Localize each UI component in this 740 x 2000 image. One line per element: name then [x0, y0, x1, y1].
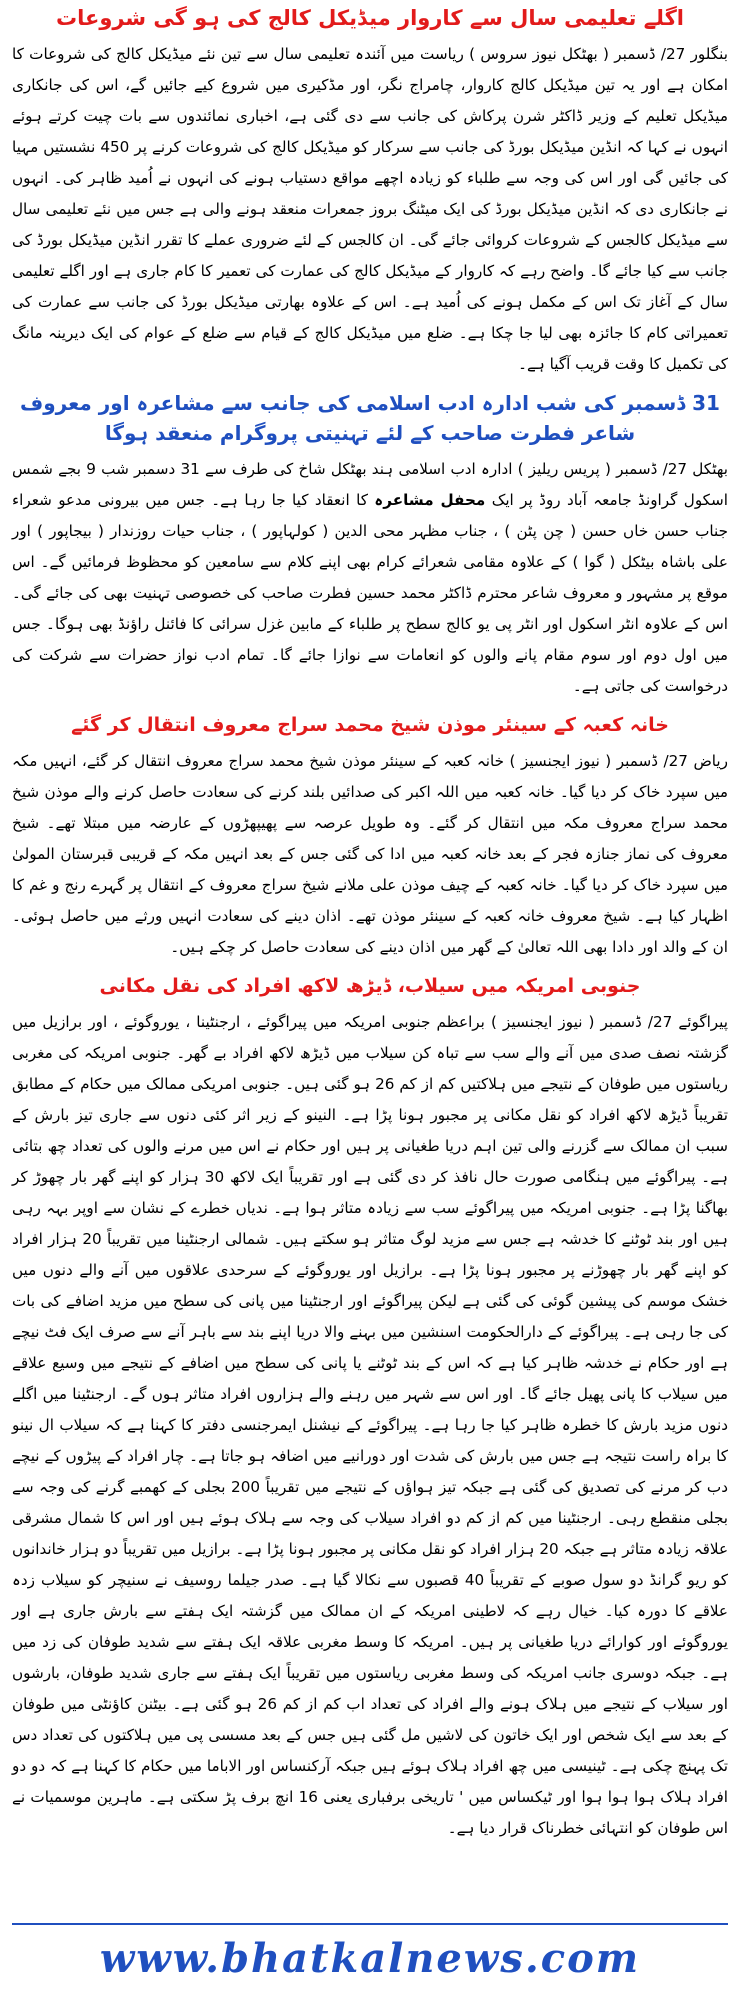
site-url-link[interactable]: www.bhatkalnews.com	[99, 1935, 641, 1982]
article4-headline: جنوبی امریکہ میں سیلاب، ڈیڑھ لاکھ افراد کی نقل مکانی	[99, 974, 641, 997]
article2-body-rest: کا انعقاد کیا جا رہا ہے۔ جس میں بیرونی مدعو شعراء جناب حسن خاں حسن ( چن پٹن ) ، جناب مظہر محی الدین ( کولہاپور ) ، جناب حیات روزندار ( بیجاپور ) اور علی باشاہ بیٹکل ( گوا ) کے علاوہ مقامی شعرائے کرام بھی اپنے کلام سے سامعین کو محظوظ فرمائیں گے۔ اس موقع پر مشہور و معروف شاعر محترم ڈاکٹر محمد حسین فطرت صاحب کی خصوصی تہنیت بھی کی جائے گی۔ اس کے علاوہ انٹر اسکول اور انٹر پی یو کالج سطح پر طلباء کے مابین غزل سرائی کا فائنل راؤنڈ بھی ہوگا۔ جس میں اول دوم اور سوم مقام پانے والوں کو انعامات سے نوازا جائے گا۔ تمام ادب نواز حضرات سے شرکت کی درخواست کی جاتی ہے۔	[12, 491, 728, 695]
article1-headline: اگلے تعلیمی سال سے کاروار میڈیکل کالج کی ہو گی شروعات	[55, 6, 684, 30]
article2-body	[12, 454, 728, 702]
article4-body: پیراگوئے 27/ ڈسمبر ( نیوز ایجنسیز ) براعظم جنوبی امریکہ میں پیراگوئے ، ارجنٹینا ، یوروگوئے ، اور برازیل میں گزشتہ نصف صدی میں آنے والے سب سے تباہ کن سیلاب میں ڈیڑھ لاکھ افراد بے گھر۔ جنوبی امریکہ کی مغربی ریاستوں میں طوفان کے نتیجے میں ہلاکتیں کم از کم 26 ہو گئی ہیں۔ جنوبی امریکی ممالک میں حکام کے مطابق تقریباً ڈیڑھ لاکھ افراد کو نقل مکانی پر مجبور ہونا پڑا ہے۔ النینو کے زیر اثر کئی دنوں سے جاری تیز بارش کے سبب ان ممالک سے گزرنے والی تین اہم دریا طغیانی پر ہیں اور حکام نے اس میں مرنے والوں کی تعداد چھ بتائی ہے۔ پیراگوئے میں ہنگامی صورت حال نافذ کر دی گئی ہے اور تقریباً ایک لاکھ 30 ہزار کو اپنے گھر بار چھوڑ کر بھاگنا پڑا ہے۔ جنوبی امریکہ میں پیراگوئے سب سے زیادہ متاثر ہوا ہے۔ ندیاں خطرے کے نشان سے اوپر بہہ رہی ہیں اور بند ٹوٹنے کا خدشہ ہے جس سے مزید لوگ متاثر ہو سکتے ہیں۔ شمالی ارجنٹینا میں تقریباً 20 ہزار افراد کو اپنے گھر بار چھوڑنے پر مجبور ہونا پڑا ہے۔ برازیل اور یوروگوئے کے سرحدی علاقوں میں آنے والے دنوں میں خشک موسم کی پیشین گوئی کی گئی ہے لیکن پیراگوئے اور ارجنٹینا میں پانی کی سطح میں مزید اضافے کی بات کی جا رہی ہے۔ پیراگوئے کے دارالحکومت اسنشین میں بہنے والا دریا اپنے بند سے باہر آنے سے صرف ایک فٹ نیچے ہے اور حکام نے خدشہ ظاہر کیا ہے کہ اس کے بند ٹوٹنے یا پانی کی سطح میں اضافے کے نتیجے میں وسیع علاقے میں سیلاب کا پانی پھیل جائے گا۔ اور اس سے شہر میں رہنے والے ہزاروں افراد متاثر ہوں گے۔ ارجنٹینا میں اگلے دنوں مزید بارش کا خطرہ ظاہر کیا جا رہا ہے۔ پیراگوئے کے نیشنل ایمرجنسی دفتر کا کہنا ہے کہ سیلاب ال نینو کا براہ راست نتیجہ ہے جس میں بارش کی شدت اور دورانیے میں اضافہ ہو جاتا ہے۔ چار افراد کے پیڑوں کے نیچے دب کر مرنے کی تصدیق کی گئی ہے جبکہ تیز ہواؤں کے نتیجے میں تقریباً 200 بجلی کے کھمبے گرنے کی وجہ سے بجلی منقطع رہی۔ ارجنٹینا میں کم از کم دو افراد سیلاب کی وجہ سے ہلاک ہوئے ہیں اور اس کا شمال مشرقی علاقہ زیادہ متاثر ہے جبکہ 20 ہزار افراد کو نقل مکانی پر مجبور ہونا پڑا ہے۔ برازیل میں تقریباً دو ہزار خاندانوں کو ریو گرانڈ دو سول صوبے کے تقریباً 40 قصبوں سے نکالا گیا ہے۔ صدر جیلما روسیف نے سنیچر کو سیلاب زدہ علاقے کا دورہ کیا۔ خیال رہے کہ لاطینی امریکہ کے ان ممالک میں گزشتہ ایک ہفتے سے بارش جاری ہے اور یوروگوئے اور کوارائے دریا طغیانی پر ہیں۔ امریکہ کا وسط مغربی علاقہ ایک ہفتے سے شدید طوفان کی زد میں ہے۔ جبکہ دوسری جانب امریکہ کی وسط مغربی ریاستوں میں تقریباً ایک ہفتے سے جاری شدید طوفان، بارشوں اور سیلاب کے نتیجے میں ہلاک ہونے والے افراد کی تعداد اب کم از کم 26 ہو گئی ہے۔ بیٹنن کاؤنٹی میں طوفان کے بعد سے ایک شخص اور ایک خاتون کی لاشیں مل گئی ہیں جس کے بعد مسسی پی میں ہلاکتوں کی تعداد دس تک پہنچ چکی ہے۔ ٹینیسی میں چھ افراد ہلاک ہوئے ہیں جبکہ آرکنساس اور الاباما میں حکام کا کہنا ہے کہ دو دو افراد ہلاک ہوا ہوا ہوا اور ٹیکساس میں ' تاریخی برفباری یعنی 16 انچ برف پڑ سکتی ہے۔ ماہرین موسمیات نے اس طوفان کو انتہائی خطرناک قرار دیا ہے۔	[12, 1012, 729, 1837]
article3-body: ریاض 27/ ڈسمبر ( نیوز ایجنسیز ) خانہ کعبہ کے سینئر موذن شیخ محمد سراج معروف انتقال کر گئے، انہیں مکہ میں سپرد خاک کر دیا گیا۔ خانہ کعبہ میں اللہ اکبر کی صدائیں بلند کرنے کی سعادت حاصل کرنے والے موذن شیخ محمد سراج معروف مکہ میں انتقال کر گئے۔ وہ طویل عرصہ سے پھیپھڑوں کے عارضہ میں مبتلا تھے۔ شیخ معروف کی نماز جنازہ فجر کے بعد خانہ کعبہ میں ادا کی گئی جس کے بعد انہیں مکہ کے قریبی قبرستان المولیٰ میں سپرد خاک کر دیا گیا۔ خانہ کعبہ کے چیف موذن علی ملانے شیخ سراج معروف کے انتقال پر گہرے رنج و غم کا اظہار کیا ہے۔ شیخ معروف خانہ کعبہ کے سینئر موذن تھے۔ اذان دینے کی سعادت انہیں ورثے میں حاصل ہوئی۔ ان کے والد اور دادا بھی اللہ تعالیٰ کے گھر میں اذان دینے کی سعادت حاصل کر چکے ہیں۔	[12, 751, 728, 956]
article2-headline: 31 ڈسمبر کی شب ادارہ ادب اسلامی کی جانب سے مشاعرہ اور معروف شاعر فطرت صاحب کے لئے تہنیتی پروگرام منعقد ہوگا	[20, 391, 720, 445]
article2-body-intro: بھٹکل 27/ ڈسمبر ( پریس ریلیز ) ادارہ ادب اسلامی ہند بھٹکل شاخ کی طرف سے 31 دسمبر شب 9 بجے شمس اسکول گراونڈ جامعہ آباد روڈ پر ایک	[12, 460, 729, 509]
site-footer	[0, 1923, 740, 1982]
article3-headline: خانہ کعبہ کے سینئر موذن شیخ محمد سراج معروف انتقال کر گئے	[71, 714, 669, 736]
footer-divider	[12, 1923, 728, 1925]
article1-body: بنگلور 27/ ڈسمبر ( بھٹکل نیوز سروس ) ریاست میں آئندہ تعلیمی سال سے تین نئے میڈیکل کالج کی شروعات کا امکان ہے اور یہ تین میڈیکل کالج کاروار، چامراج نگر، اور مڈکیری میں شروع کیے جائیں گے، اس کی جانکاری میڈیکل تعلیم کے وزیر ڈاکٹر شرن پرکاش کی جانب سے دی گئی ہے، اخباری نمائندوں سے بات چیت کرتے ہوئے انہوں نے کہا کہ انڈین میڈیکل بورڈ کی جانب سے سرکار کو میڈیکل کالج کی شروعات کرنے پر 450 نشستیں مہیا کی جائیں گی اور اس کی وجہ سے طلباء کو زیادہ اچھے مواقع دستیاب ہونے کی انہوں نے اُمید ظاہر کی۔ انہوں نے جانکاری دی کہ انڈین میڈیکل بورڈ کی ایک میٹنگ بروز جمعرات منعقد ہونے والی ہے جس میں نئے تعلیمی سال سے میڈیکل کالجس کے شروعات کروائی جائے گی۔ ان کالجس کے لئے ضروری عملے کا تقرر انڈین میڈیکل بورڈ کی جانب سے کیا جائے گا۔ واضح رہے کہ کاروار کے میڈیکل کالج کی عمارت کی تعمیر کا کام جاری ہے اور اگلے تعلیمی سال کے آغاز تک اس کے مکمل ہونے کی اُمید ہے۔ اس کے علاوہ بھارتی میڈیکل بورڈ کی جانب سے عمارت کی تعمیراتی کام کا جائزہ بھی لیا جا چکا ہے۔ ضلع میں میڈیکل کالج کے قیام سے ضلع کے عوام کی ایک دیرینہ مانگ کی تکمیل کا وقت قریب آگیا ہے۔	[12, 45, 729, 373]
article2-body-event-name: محفل مشاعرہ	[374, 491, 486, 509]
